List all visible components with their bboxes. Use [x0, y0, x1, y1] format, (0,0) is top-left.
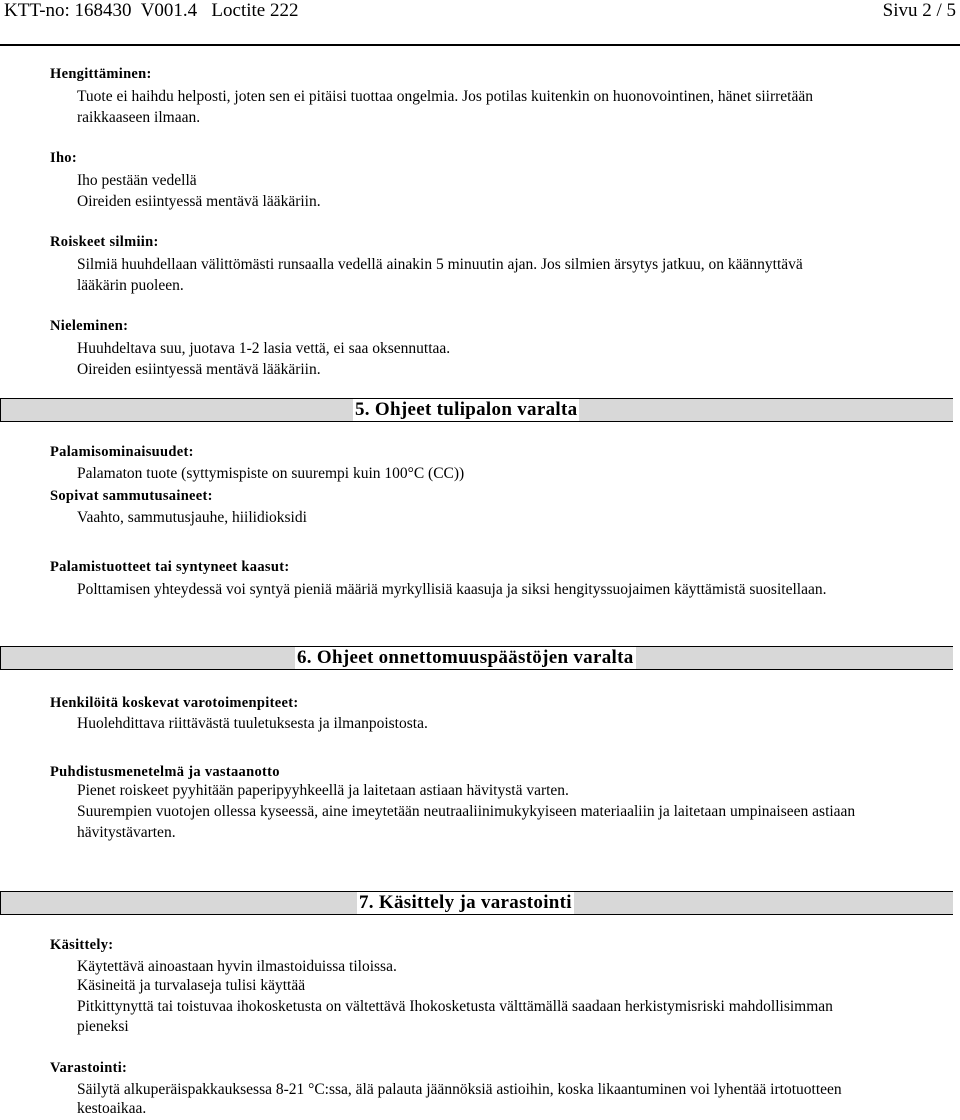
- personal-precautions-text: Huolehdittava riittävästä tuuletuksesta ja ilmanpoistosta.: [77, 715, 428, 732]
- eyes-label: Roiskeet silmiin:: [50, 234, 159, 250]
- skin-text-2: Oireiden esiintyessä mentävä lääkäriin.: [77, 193, 321, 210]
- ingestion-text-2: Oireiden esiintyessä mentävä lääkäriin.: [77, 361, 321, 378]
- eyes-text-2: lääkärin puoleen.: [77, 277, 184, 294]
- handling-text-2: Käsineitä ja turvalaseja tulisi käyttää: [77, 977, 306, 994]
- section-5-title: 5. Ohjeet tulipalon varalta: [355, 399, 578, 420]
- skin-label: Iho:: [50, 150, 77, 166]
- cleanup-text-2: Suurempien vuotojen ollessa kyseessä, aine imeytetään neutraaliinimukykyiseen materiaaliin ja laitetaan umpinaiseen astiaan: [77, 803, 856, 820]
- cleanup-text-1: Pienet roiskeet pyyhitään paperipyyhkeellä ja laitetaan astiaan hävitystä varten.: [77, 782, 569, 799]
- inhalation-text-2: raikkaaseen ilmaan.: [77, 109, 201, 126]
- section-6-title: 6. Ohjeet onnettomuuspäästöjen varalta: [297, 647, 634, 668]
- section-7-title: 7. Käsittely ja varastointi: [359, 892, 572, 913]
- storage-text-2: kestoaikaa.: [77, 1100, 147, 1117]
- ingestion-label: Nieleminen:: [50, 318, 129, 334]
- combustion-products-label: Palamistuotteet tai syntyneet kaasut:: [50, 559, 290, 575]
- flammability-text: Palamaton tuote (syttymispiste on suurempi kuin 100°C (CC)): [77, 465, 465, 482]
- handling-text-4: pieneksi: [77, 1018, 129, 1035]
- skin-text-1: Iho pestään vedellä: [77, 172, 197, 189]
- inhalation-text-1: Tuote ei haihdu helposti, joten sen ei pitäisi tuottaa ongelmia. Jos potilas kuitenkin on huonovointinen, hänet siirretään: [77, 88, 813, 105]
- cleanup-label: Puhdistusmenetelmä ja vastaanotto: [50, 764, 280, 780]
- extinguishing-media-text: Vaahto, sammutusjauhe, hiilidioksidi: [77, 509, 307, 526]
- storage-label: Varastointi:: [50, 1060, 128, 1076]
- handling-text-3: Pitkittynyttä tai toistuvaa ihokosketusta on vältettävä Ihokosketusta välttämällä saadaan herkistymisriski mahdollisimman: [77, 998, 833, 1015]
- cleanup-text-3: hävitystävarten.: [77, 824, 176, 841]
- handling-text-1: Käytettävä ainoastaan hyvin ilmastoiduissa tiloissa.: [77, 958, 397, 975]
- eyes-text-1: Silmiä huuhdellaan välittömästi runsaalla vedellä ainakin 5 minuutin ajan. Jos silmien ärsytys jatkuu, on käännyttävä: [77, 256, 803, 273]
- flammability-label: Palamisominaisuudet:: [50, 444, 194, 460]
- storage-text-1: Säilytä alkuperäispakkauksessa 8-21 °C:ssa, älä palauta jäännöksiä astioihin, koska likaantuminen voi lyhentää irtotuotteen: [77, 1081, 842, 1098]
- document-info: KTT-no: 168430 V001.4 Loctite 222: [4, 0, 299, 21]
- ingestion-text-1: Huuhdeltava suu, juotava 1-2 lasia vettä, ei saa oksennuttaa.: [77, 340, 451, 357]
- page-number: Sivu 2 / 5: [882, 0, 956, 21]
- page-header: [0, 0, 960, 46]
- personal-precautions-label: Henkilöitä koskevat varotoimenpiteet:: [50, 695, 299, 711]
- handling-label: Käsittely:: [50, 937, 114, 953]
- extinguishing-media-label: Sopivat sammutusaineet:: [50, 488, 213, 504]
- combustion-products-text: Polttamisen yhteydessä voi syntyä pieniä määriä myrkyllisiä kaasuja ja siksi hengityssuojaimen käyttämistä suositellaan.: [77, 581, 827, 598]
- inhalation-label: Hengittäminen:: [50, 66, 152, 82]
